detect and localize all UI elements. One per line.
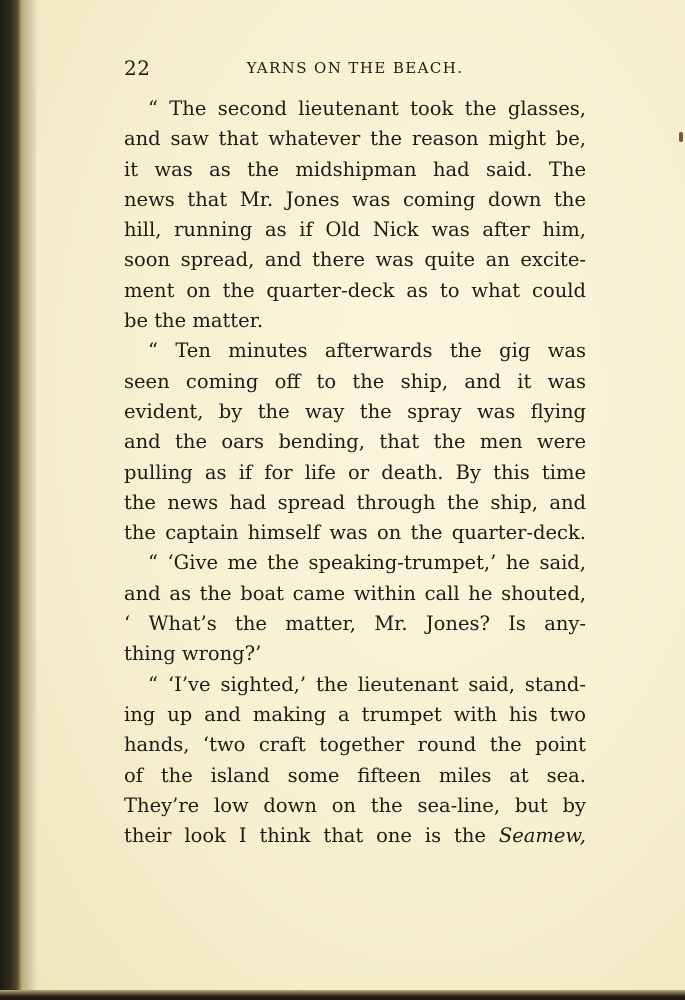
text-line: the captain himself was on the quarter-deck.: [124, 521, 586, 545]
text-line: news that Mr. Jones was coming down the: [124, 187, 586, 211]
text-line: and saw that whatever the reason might be,: [124, 127, 586, 151]
text-line: thing wrong?’: [124, 642, 262, 666]
page-edge-mark: [679, 132, 683, 142]
page-header: [124, 56, 586, 84]
text-line: ‘ What’s the matter, Mr. Jones? Is any-: [124, 612, 586, 636]
text-line: They’re low down on the sea-line, but by: [124, 793, 586, 817]
text-line: the news had spread through the ship, and: [124, 490, 586, 514]
text-line: it was as the midshipman had said. The: [124, 157, 586, 181]
text-line: and as the boat came within call he shouted,: [124, 581, 586, 605]
text-line: ment on the quarter-deck as to what could: [124, 278, 586, 302]
final-line-text: their look I think that one is the: [124, 824, 486, 848]
text-line: soon spread, and there was quite an excite-: [124, 248, 586, 272]
text-line: seen coming off to the ship, and it was: [124, 369, 586, 393]
text-line: hands, ‘two craft together round the point: [124, 733, 586, 757]
ship-name-italic: Seamew,: [498, 824, 586, 848]
text-line: of the island some fifteen miles at sea.: [124, 763, 586, 787]
text-line: hill, running as if Old Nick was after him,: [124, 218, 586, 242]
bottom-edge-shadow: [0, 990, 685, 1000]
body-text: [124, 94, 586, 851]
text-line: pulling as if for life or death. By this time: [124, 460, 586, 484]
text-line-final: [124, 821, 586, 851]
text-line: evident, by the way the spray was flying: [124, 399, 586, 423]
text-line: “ The second lieutenant took the glasses,: [148, 97, 586, 120]
book-spine: [0, 0, 22, 1000]
text-line: ing up and making a trumpet with his two: [124, 702, 586, 726]
page-number: 22: [124, 56, 151, 80]
text-line: “ ‘I’ve sighted,’ the lieutenant said, stand-: [148, 672, 586, 696]
text-line: “ Ten minutes afterwards the gig was: [148, 339, 586, 363]
text-line: and the oars bending, that the men were: [124, 430, 586, 454]
running-title: YARNS ON THE BEACH.: [246, 59, 464, 77]
text-line: “ ‘Give me the speaking-trumpet,’ he said,: [148, 551, 586, 575]
text-line: be the matter.: [124, 309, 264, 333]
